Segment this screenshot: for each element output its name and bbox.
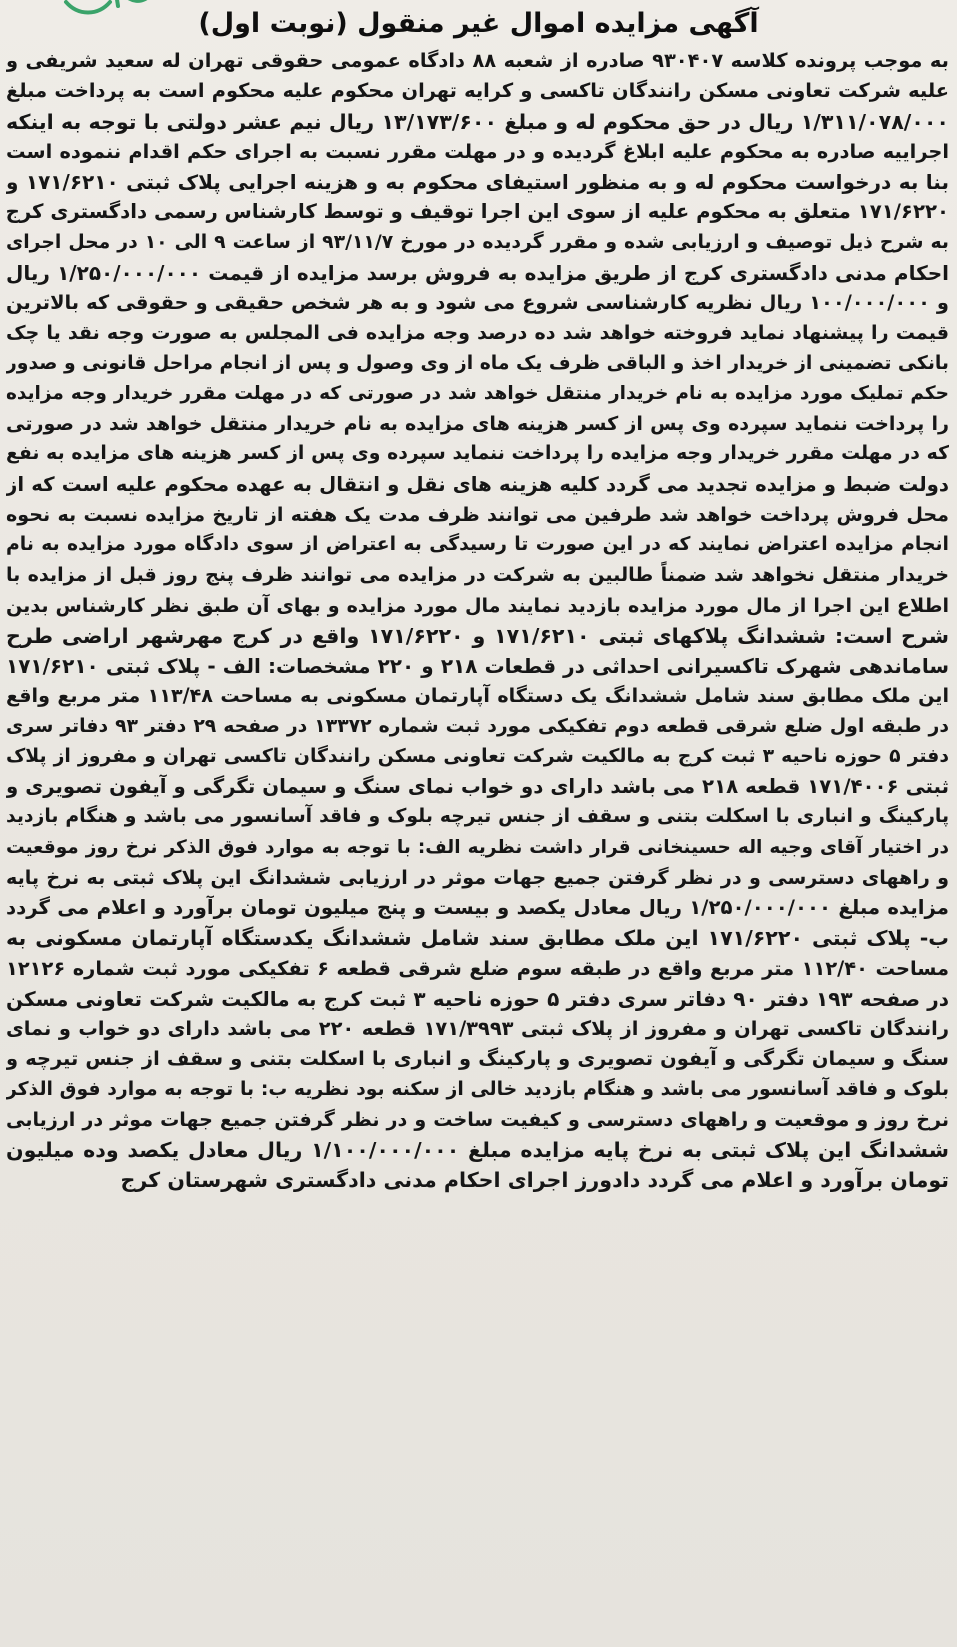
notice-line: در صفحه ۱۹۳ دفتر ۹۰ دفاتر سری دفتر ۵ حوزه ناحیه ۳ ثبت کرج به مالکیت شرکت تعاونی مسکن <box>6 986 949 1011</box>
notice-line: ششدانگ این پلاک ثبتی به نرخ پایه مزایده مبلغ ۱/۱۰۰/۰۰۰/۰۰۰ ریال معادل یکصد وده میلیون <box>6 1138 949 1162</box>
notice-line: این ملک مطابق سند شامل ششدانگ یک دستگاه آپارتمان مسکونی به مساحت ۱۱۳/۴۸ متر مربع واقع <box>6 684 949 708</box>
notice-line: ۱۷۱/۶۲۲۰ متعلق به محکوم علیه از سوی این اجرا توقیف و توسط کارشناس رسمی دادگستری کرج <box>6 200 949 224</box>
notice-line: انجام مزایده اعتراض نمایند که در این صورت تا رسیدگی به اعتراض از سوی دادگاه مورد مزایده به نام <box>6 534 949 555</box>
notice-line: را پرداخت ننماید سپرده وی پس از کسر هزینه های مزایده به نام خریدار منتقل خواهد شد در صورتی <box>6 412 949 435</box>
notice-line: احکام مدنی دادگستری کرج از طریق مزایده به فروش برسد مزایده از قیمت ۱/۲۵۰/۰۰۰/۰۰۰ ریال <box>6 260 949 285</box>
notice-line: در طبقه اول ضلع شرقی قطعه دوم تفکیکی مورد ثبت شماره ۱۳۳۷۲ در صفحه ۲۹ دفتر ۹۳ دفاتر سری <box>6 715 949 737</box>
notice-line: خریدار منتقل نخواهد شد ضمناً طالبین به شرکت در مزایده می توانند ظرف پنج روز قبل از مزایده با <box>6 563 949 587</box>
notice-line: رانندگان تاکسی تهران و مفروز از پلاک ثبتی ۱۷۱/۳۹۹۳ قطعه ۲۲۰ می باشد دارای دو خواب و نمای <box>6 1017 949 1040</box>
notice-line: دولت ضبط و مزایده تجدید می گردد کلیه هزینه های نقل و انتقال به عهده محکوم علیه است که از <box>6 472 949 496</box>
notice-line: تومان برآورد و اعلام می گردد دادورز اجرای احکام مدنی دادگستری شهرستان کرج <box>120 1168 949 1193</box>
notice-line: سنگ و سیمان تگرگی و آیفون تصویری و پارکینگ و انباری با اسکلت بتنی و سقف از جنس تیرچه و <box>6 1047 949 1071</box>
notice-line: به شرح ذیل توصیف و ارزیابی شده و مقرر گردیده در مورخ ۹۳/۱۱/۷ از ساعت ۹ الی ۱۰ در محل اجرای <box>6 231 949 253</box>
notice-line: شرح است: ششدانگ پلاکهای ثبتی ۱۷۱/۶۲۱۰ و ۱۷۱/۶۲۲۰ واقع در کرج مهرشهر اراضی طرح <box>6 623 949 648</box>
notice-line: اجراییه صادره به محکوم علیه ابلاغ گردیده و در مهلت مقرر نسبت به اجرای حکم اقدام ننموده است <box>6 139 949 163</box>
notice-line: اطلاع این اجرا از مال مورد مزایده بازدید نمایند مال مورد مزایده و بهای آن طبق نظر کارشناس بدین <box>6 593 949 617</box>
notice-line: مزایده مبلغ ۱/۲۵۰/۰۰۰/۰۰۰ ریال معادل یکصد و بیست و پنج میلیون تومان برآورد و اعلام می گردد <box>6 896 949 919</box>
notice-line: نرخ روز و موقعیت و راههای دسترسی و کیفیت ساخت و در نظر گرفتن جمیع جهات موثر در ارزیابی <box>6 1107 949 1131</box>
notice-line: در اختیار آقای وجیه اله حسینخانی قرار داشت نظریه الف: با توجه به موارد فوق الذکر نرخ روز موقعیت <box>6 836 949 858</box>
notice-line: به موجب پرونده کلاسه ۹۳۰۴۰۷ صادره از شعبه ۸۸ دادگاه عمومی حقوقی تهران له سعید شریفی و <box>6 49 949 72</box>
notice-line: مساحت ۱۱۲/۴۰ متر مربع واقع در طبقه سوم ضلع شرقی قطعه ۶ تفکیکی مورد ثبت شماره ۱۲۱۲۶ <box>6 956 949 980</box>
notice-line: و راههای دسترسی و در نظر گرفتن جمیع جهات موثر در ارزیابی ششدانگ این پلاک ثبتی به نرخ پایه <box>6 865 949 889</box>
notice-line: حکم تملیک مورد مزایده به نام خریدار منتقل خواهد شد در صورتی که در مهلت مقرر خریدار وجه مزایده <box>6 382 949 404</box>
notice-line: بانکی تضمینی از خریدار اخذ و الباقی ظرف یک ماه از وی وصول و پس از انجام مراحل قانونی و صدور <box>6 352 949 374</box>
notice-line: قیمت را پیشنهاد نماید فروخته خواهد شد ده درصد وجه مزایده فی المجلس به صورت وجه نقد یا چک <box>6 321 949 345</box>
notice-line: ثبتی ۱۷۱/۴۰۰۶ قطعه ۲۱۸ می باشد دارای دو خواب نمای سنگ و سیمان تگرگی و آیفون تصویری و <box>6 775 949 798</box>
notice-line: که در مهلت مقرر خریدار وجه مزایده را پرداخت ننماید سپرده وی پس از کسر هزینه های مزایده به نفع <box>6 443 949 465</box>
notice-line: ب- پلاک ثبتی ۱۷۱/۶۲۲۰ این ملک مطابق سند شامل ششدانگ یکدستگاه آپارتمان مسکونی به <box>6 926 949 951</box>
notice-line: بلوک و فاقد آسانسور می باشد و هنگام بازدید خالی از سکنه بود نظریه ب: با توجه به موارد فوق الذکر <box>6 1078 949 1100</box>
notice-line: بنا به درخواست محکوم له و به منظور استیفای محکوم به و هزینه اجرایی پلاک ثبتی ۱۷۱/۶۲۱۰ و <box>6 170 949 194</box>
notice-line: پارکینگ و انباری با اسکلت بتنی و سقف از جنس تیرچه بلوک و فاقد آسانسور می باشد و هنگام بازدید <box>6 806 949 828</box>
notice-title: آگهی مزایده اموال غیر منقول (نوبت اول) <box>198 8 759 39</box>
notice-line: و ۱۰۰/۰۰۰/۰۰۰ ریال نظریه کارشناسی شروع می شود و به هر شخص حقیقی و حقوقی که بالاترین <box>6 291 949 314</box>
notice-line: ساماندهی شهرک تاکسیرانی احداثی در قطعات ۲۱۸ و ۲۲۰ مشخصات: الف - پلاک ثبتی ۱۷۱/۶۲۱۰ <box>6 654 949 678</box>
notice-line: علیه شرکت تعاونی مسکن رانندگان تاکسی و کرایه تهران محکوم علیه محکوم است به پرداخت مبلغ <box>6 79 949 103</box>
notice-line: محل فروش پرداخت خواهد شد طرفین می توانند ظرف مدت یک هفته از تاریخ مزایده نسبت به نحوه <box>6 502 949 526</box>
notice-line: ۱/۳۱۱/۰۷۸/۰۰۰ ریال در حق محکوم له و مبلغ ۱۳/۱۷۳/۶۰۰ ریال نیم عشر دولتی با توجه به اینکه <box>6 109 949 134</box>
notice-body <box>6 46 949 1196</box>
notice-line: دفتر ۵ حوزه ناحیه ۳ ثبت کرج به مالکیت شرکت تعاونی مسکن رانندگان تاکسی تهران و مفروز از پلاک <box>6 745 949 767</box>
clipped-bottom-edge <box>0 1641 957 1647</box>
